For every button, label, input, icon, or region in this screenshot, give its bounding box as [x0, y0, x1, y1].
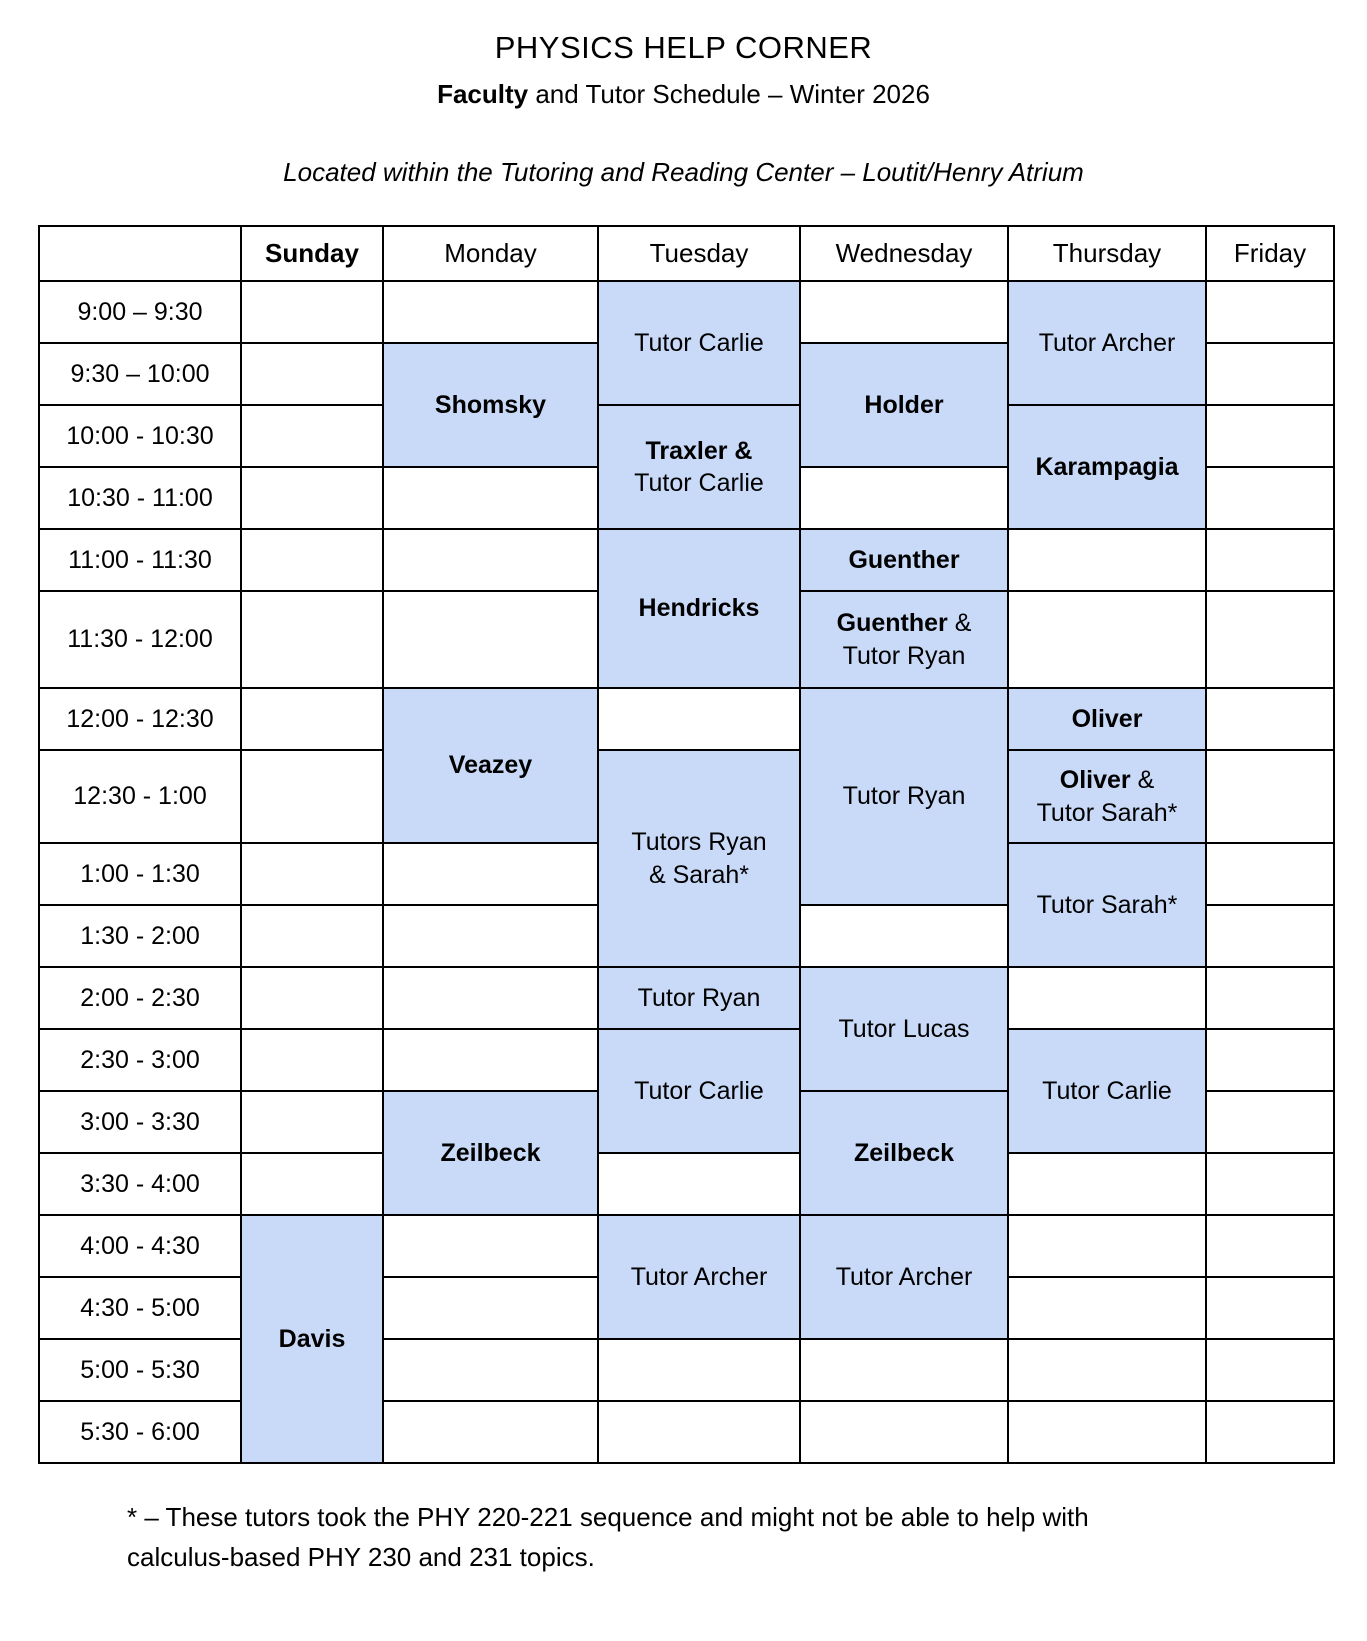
cell-line: [1013, 451, 1201, 484]
cell-text: Zeilbeck: [853, 1138, 955, 1167]
empty-cell: [241, 750, 383, 843]
empty-cell: [1206, 405, 1334, 467]
document-page: [0, 30, 1367, 1641]
schedule-row: [39, 1339, 1334, 1401]
empty-cell: [241, 1029, 383, 1091]
empty-cell: [241, 467, 383, 529]
empty-cell: [1206, 1153, 1334, 1215]
schedule-cell: [1008, 750, 1206, 843]
empty-cell: [1008, 591, 1206, 688]
cell-line: [805, 607, 1003, 640]
cell-line: [603, 592, 795, 625]
cell-line: [246, 1323, 378, 1356]
empty-cell: [383, 905, 598, 967]
empty-cell: [241, 281, 383, 343]
empty-cell: [1206, 1029, 1334, 1091]
schedule-cell: [800, 343, 1008, 467]
empty-cell: [383, 843, 598, 905]
empty-cell: [383, 529, 598, 591]
empty-cell: [383, 1401, 598, 1463]
empty-cell: [800, 1401, 1008, 1463]
schedule-cell: [800, 967, 1008, 1091]
cell-text: Tutor Archer: [835, 1262, 973, 1291]
cell-line: [388, 749, 593, 782]
empty-cell: [1206, 1339, 1334, 1401]
empty-cell: [1206, 1091, 1334, 1153]
schedule-cell: [383, 688, 598, 843]
time-label: 2:00 - 2:30: [39, 967, 241, 1029]
cell-text: Tutor Carlie: [1042, 1076, 1172, 1105]
cell-text: Hendricks: [638, 594, 760, 623]
schedule-row: [39, 688, 1334, 750]
footnote-line-1: * – These tutors took the PHY 220-221 sequence and might not be able to help with: [127, 1502, 1089, 1532]
empty-cell: [241, 688, 383, 750]
cell-line: [1013, 797, 1201, 830]
time-label: 1:30 - 2:00: [39, 905, 241, 967]
empty-cell: [383, 1215, 598, 1277]
schedule-cell: [598, 1029, 800, 1153]
schedule-cell: [800, 591, 1008, 688]
time-label: 12:30 - 1:00: [39, 750, 241, 843]
empty-cell: [1206, 1215, 1334, 1277]
schedule-cell: [598, 750, 800, 967]
cell-text: Shomsky: [434, 390, 547, 419]
cell-line: [1013, 327, 1201, 360]
empty-cell: [598, 688, 800, 750]
empty-cell: [1206, 343, 1334, 405]
cell-line: [388, 389, 593, 422]
empty-cell: [598, 1153, 800, 1215]
schedule-cell: [241, 1215, 383, 1463]
time-label: 1:00 - 1:30: [39, 843, 241, 905]
empty-cell: [383, 281, 598, 343]
cell-line: [805, 780, 1003, 813]
schedule-row: [39, 1153, 1334, 1215]
cell-text: Davis: [278, 1324, 346, 1353]
time-label: 4:30 - 5:00: [39, 1277, 241, 1339]
time-label: 11:00 - 11:30: [39, 529, 241, 591]
cell-text: Tutors Ryan: [631, 828, 767, 856]
corner-cell: [39, 226, 241, 281]
day-header-tuesday: Tuesday: [598, 226, 800, 281]
footnote: [127, 1497, 1367, 1578]
cell-line: [805, 544, 1003, 577]
footnote-line-2: calculus-based PHY 230 and 231 topics.: [127, 1542, 595, 1573]
schedule-row: [39, 967, 1334, 1029]
empty-cell: [1008, 1215, 1206, 1277]
empty-cell: [241, 529, 383, 591]
empty-cell: [1206, 1401, 1334, 1463]
empty-cell: [241, 1091, 383, 1153]
cell-text: Karampagia: [1035, 452, 1179, 481]
page-title: PHYSICS HELP CORNER: [494, 30, 873, 65]
subtitle-rest: and Tutor Schedule – Winter 2026: [528, 79, 930, 109]
cell-line: [805, 1137, 1003, 1170]
day-header-friday: Friday: [1206, 226, 1334, 281]
cell-line: [603, 826, 795, 859]
schedule-row: [39, 1029, 1334, 1091]
schedule-cell: [800, 529, 1008, 591]
cell-line: [603, 467, 795, 500]
time-label: 5:30 - 6:00: [39, 1401, 241, 1463]
time-label: 9:30 – 10:00: [39, 343, 241, 405]
cell-text: Tutor Archer: [630, 1262, 768, 1291]
time-label: 10:30 - 11:00: [39, 467, 241, 529]
cell-line: [603, 1261, 795, 1294]
schedule-cell: [598, 529, 800, 688]
empty-cell: [1008, 967, 1206, 1029]
cell-text: Tutor Carlie: [634, 328, 764, 357]
cell-text: Holder: [864, 390, 944, 419]
empty-cell: [1206, 905, 1334, 967]
empty-cell: [241, 405, 383, 467]
schedule-cell: [800, 1215, 1008, 1339]
schedule-cell: [598, 1215, 800, 1339]
empty-cell: [598, 1401, 800, 1463]
cell-line: [805, 640, 1003, 673]
empty-cell: [383, 467, 598, 529]
cell-text: &: [1130, 766, 1155, 794]
empty-cell: [1206, 591, 1334, 688]
cell-line: [1013, 889, 1201, 922]
schedule-row: [39, 750, 1334, 843]
schedule-row: [39, 1401, 1334, 1463]
schedule-table: [38, 225, 1335, 1464]
schedule-row: [39, 1215, 1334, 1277]
day-header-row: [39, 226, 1334, 281]
day-header-thursday: Thursday: [1008, 226, 1206, 281]
time-label: 9:00 – 9:30: [39, 281, 241, 343]
schedule-cell: [383, 1091, 598, 1215]
schedule-cell: [1008, 688, 1206, 750]
cell-line: [388, 1137, 593, 1170]
cell-text: Oliver: [1071, 704, 1143, 733]
empty-cell: [1008, 1277, 1206, 1339]
cell-text: Zeilbeck: [440, 1138, 541, 1167]
empty-cell: [598, 1339, 800, 1401]
cell-line: [805, 1013, 1003, 1046]
cell-line: [603, 859, 795, 892]
time-label: 10:00 - 10:30: [39, 405, 241, 467]
cell-text: Tutor Ryan: [637, 983, 761, 1012]
cell-line: [805, 1261, 1003, 1294]
page-subtitle: [0, 79, 1367, 110]
day-header-monday: Monday: [383, 226, 598, 281]
empty-cell: [1206, 281, 1334, 343]
schedule-row: [39, 281, 1334, 343]
empty-cell: [241, 905, 383, 967]
empty-cell: [800, 1339, 1008, 1401]
schedule-cell: [383, 343, 598, 467]
empty-cell: [383, 1029, 598, 1091]
cell-text: Tutor Carlie: [634, 469, 764, 497]
empty-cell: [1206, 529, 1334, 591]
empty-cell: [241, 843, 383, 905]
cell-line: [1013, 764, 1201, 797]
empty-cell: [241, 1153, 383, 1215]
empty-cell: [1008, 529, 1206, 591]
empty-cell: [1206, 750, 1334, 843]
cell-line: [805, 389, 1003, 422]
cell-text: Guenther: [848, 545, 960, 574]
cell-text: & Sarah*: [648, 860, 750, 889]
schedule-row: [39, 405, 1334, 467]
empty-cell: [241, 967, 383, 1029]
schedule-cell: [598, 967, 800, 1029]
empty-cell: [383, 1339, 598, 1401]
time-label: 3:30 - 4:00: [39, 1153, 241, 1215]
cell-line: [603, 1075, 795, 1108]
empty-cell: [800, 467, 1008, 529]
schedule-cell: [1008, 405, 1206, 529]
empty-cell: [383, 1277, 598, 1339]
cell-text: Tutor Lucas: [838, 1014, 970, 1043]
empty-cell: [800, 905, 1008, 967]
cell-text: Guenther: [836, 609, 948, 637]
day-header-sunday: Sunday: [241, 226, 383, 281]
cell-text: Tutor Ryan: [842, 782, 966, 811]
time-label: 5:00 - 5:30: [39, 1339, 241, 1401]
time-label: 11:30 - 12:00: [39, 591, 241, 688]
time-label: 4:00 - 4:30: [39, 1215, 241, 1277]
empty-cell: [241, 343, 383, 405]
cell-text: Veazey: [448, 751, 533, 780]
location-note: Located within the Tutoring and Reading Center – Loutit/Henry Atrium: [283, 157, 1084, 187]
empty-cell: [1206, 467, 1334, 529]
empty-cell: [800, 281, 1008, 343]
time-label: 3:00 - 3:30: [39, 1091, 241, 1153]
empty-cell: [1206, 688, 1334, 750]
empty-cell: [1206, 967, 1334, 1029]
empty-cell: [1008, 1339, 1206, 1401]
cell-line: [603, 435, 795, 468]
cell-line: [1013, 703, 1201, 736]
schedule-cell: [1008, 843, 1206, 967]
cell-text: &: [947, 609, 972, 637]
empty-cell: [383, 967, 598, 1029]
time-label: 2:30 - 3:00: [39, 1029, 241, 1091]
cell-line: [603, 982, 795, 1015]
time-label: 12:00 - 12:30: [39, 688, 241, 750]
cell-text: Tutor Sarah*: [1036, 798, 1178, 827]
schedule-cell: [1008, 1029, 1206, 1153]
cell-text: Tutor Sarah*: [1036, 890, 1178, 919]
empty-cell: [1206, 1277, 1334, 1339]
cell-text: Tutor Ryan: [842, 641, 966, 670]
schedule-cell: [598, 405, 800, 529]
cell-text: Oliver: [1059, 766, 1131, 794]
schedule-row: [39, 529, 1334, 591]
empty-cell: [383, 591, 598, 688]
cell-text: Tutor Archer: [1038, 328, 1176, 357]
schedule-cell: [1008, 281, 1206, 405]
cell-text: Tutor Carlie: [634, 1076, 764, 1105]
schedule-cell: [598, 281, 800, 405]
schedule-cell: [800, 688, 1008, 905]
schedule-cell: [800, 1091, 1008, 1215]
empty-cell: [1008, 1153, 1206, 1215]
subtitle-bold-word: Faculty: [437, 79, 529, 109]
cell-line: [603, 327, 795, 360]
empty-cell: [1008, 1401, 1206, 1463]
empty-cell: [241, 591, 383, 688]
cell-line: [1013, 1075, 1201, 1108]
day-header-wednesday: Wednesday: [800, 226, 1008, 281]
cell-text: Traxler &: [645, 436, 753, 465]
empty-cell: [1206, 843, 1334, 905]
